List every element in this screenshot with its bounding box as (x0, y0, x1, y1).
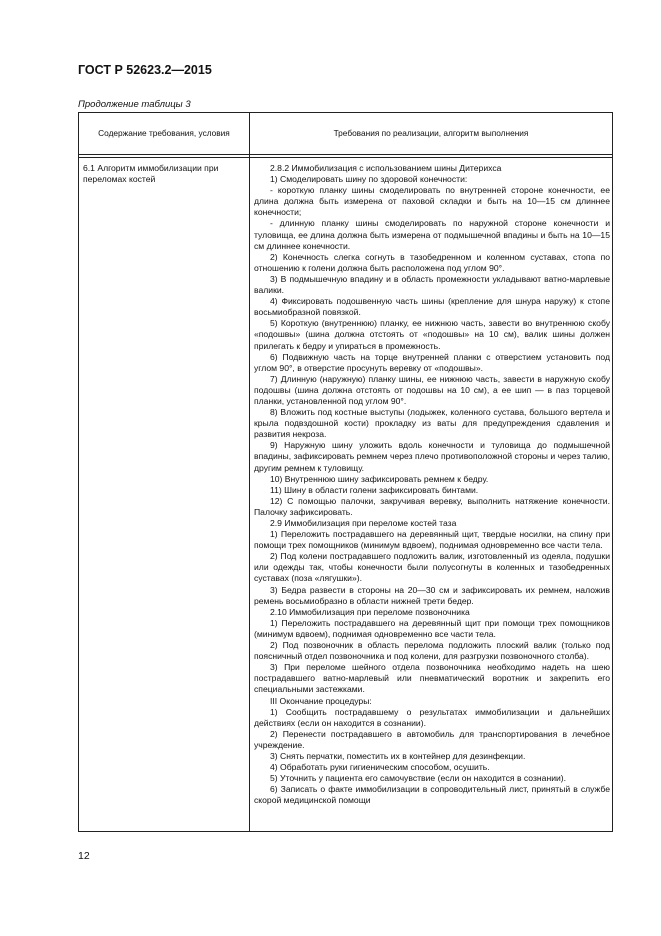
header-implementation: Требования по реализации, алгоритм выполнения (333, 128, 529, 138)
procedure-step: 2) Конечность слегка согнуть в тазобедренном и коленном суставах, стопа по отношению к голени должна быть расположена под углом 90°. (254, 251, 610, 273)
document-standard-header: ГОСТ Р 52623.2—2015 (78, 63, 212, 77)
procedure-step: 4) Обработать руки гигиеническим способом, осушить. (270, 762, 490, 773)
procedure-step: 7) Длинную (наружную) планку шины, ее нижнюю часть, завести в наружную скобу подошвы (шина должна отстоять от подошвы на 10 см), а ее шип — в паз торцевой планки, установленной под углом 90°. (254, 373, 610, 406)
column-divider (249, 113, 250, 831)
procedure-step: 3) Снять перчатки, поместить их в контейнер для дезинфекции. (270, 750, 526, 761)
procedure-step: 2) Под позвоночник в область перелома подложить плоский валик (только под поясничный отдел позвоночника и под колени, для разгрузки позвоночного столба). (254, 640, 610, 662)
procedure-step: 1) Переложить пострадавшего на деревянный щит, твердые носилки, на спину при помощи трех помощников (минимум вдвоем), поднимая одновременно все части тела. (254, 529, 610, 551)
procedure-step: 1) Сообщить пострадавшему о результатах иммобилизации и дальнейших действиях (если он находится в сознании). (254, 706, 610, 728)
procedure-step: 5) Короткую (внутреннюю) планку, ее нижнюю часть, завести во внутреннюю скобу «подошвы» (шина должна отстоять от «подошвы» на 10 см), валик шины должен прилегать к бедру и упираться в промежность. (254, 318, 610, 351)
procedure-step: 12) С помощью палочки, закручивая веревку, выполнить натяжение конечности. Палочку зафиксировать. (254, 495, 610, 517)
procedure-step: 2.10 Иммобилизация при переломе позвоночника (270, 606, 470, 617)
procedure-step: 8) Вложить под костные выступы (лодыжек, коленного сустава, большого вертела и крыла подвздошной кости) прокладку из ваты для предупреждения сдавления и развития некроза. (254, 407, 610, 440)
procedure-step: 10) Внутреннюю шину зафиксировать ремнем к бедру. (270, 473, 489, 484)
procedure-step: 2.9 Иммобилизация при переломе костей таза (270, 518, 457, 528)
procedure-step: 3) При переломе шейного отдела позвоночника необходимо надеть на шею пострадавшего ватно-марлевый или пневматический воротник и закрепить его специальными застежками. (254, 662, 610, 695)
procedure-step: 3) В подмышечную впадину и в область промежности укладывают ватно-марлевые валики. (254, 273, 610, 296)
procedure-step: - длинную планку шины смоделировать по наружной стороне конечности и туловища, ее длина должна быть измерена от подмышечной впадины и быть на 10—15 см длиннее конечности. (254, 218, 610, 251)
table-continuation-label: Продолжение таблицы 3 (78, 99, 191, 110)
procedure-step: 9) Наружную шину уложить вдоль конечности и туловища до подмышечной впадины, зафиксировать ремнем через плечо противоположной стороны и через талию, другим ремнем к туловищу. (254, 440, 610, 473)
procedure-step: 6) Подвижную часть на торце внутренней планки с отверстием установить под углом 90°, в отверстие просунуть веревку от «подошвы». (254, 351, 610, 373)
procedure-step: 2.8.2 Иммобилизация с использованием шины Дитерихса (270, 163, 502, 173)
procedure-step: 2) Перенести пострадавшего в автомобиль для транспортирования в лечебное учреждение. (254, 728, 610, 750)
procedure-step: 1) Смоделировать шину по здоровой конечности: (270, 174, 468, 185)
procedure-step: 3) Бедра развести в стороны на 20—30 см и зафиксировать их ремнем, наложив ремень восьмиобразно в области нижней трети бедер. (254, 584, 610, 606)
procedure-step: 6) Записать о факте иммобилизации в сопроводительный лист, принятый в службе скорой медицинской помощи (254, 784, 610, 806)
header-separator (79, 157, 612, 158)
requirement-cell: 6.1 Алгоритм иммобилизации при переломах костей (83, 163, 219, 185)
procedure-step: 4) Фиксировать подошвенную часть шины (крепление для шнура наружу) к стопе восьмиобразной повязкой. (254, 296, 610, 318)
procedure-step: 1) Переложить пострадавшего на деревянный щит при помощи трех помощников (минимум вдвоем), поднимая одновременно все части тела. (254, 617, 610, 639)
procedure-step: - короткую планку шины смоделировать по внутренней стороне конечности, ее длина должна быть измерена от паховой складки и быть на 10—15 см длиннее конечности; (254, 185, 610, 218)
page-number: 12 (78, 850, 90, 862)
implementation-cell (254, 163, 610, 806)
procedure-step: 2) Под колени пострадавшего подложить валик, изготовленный из одеяла, подушки или одежды так, чтобы конечности были полусогнуты в коленных и тазобедренных суставах (поза «лягушки»). (254, 551, 610, 584)
requirements-table (78, 112, 613, 832)
procedure-step: 5) Уточнить у пациента его самочувствие (если он находится в сознании). (270, 773, 567, 784)
procedure-step: III Окончание процедуры: (270, 695, 372, 706)
procedure-step: 11) Шину в области голени зафиксировать бинтами. (270, 484, 479, 495)
header-requirement-content: Содержание требования, условия (98, 128, 230, 138)
